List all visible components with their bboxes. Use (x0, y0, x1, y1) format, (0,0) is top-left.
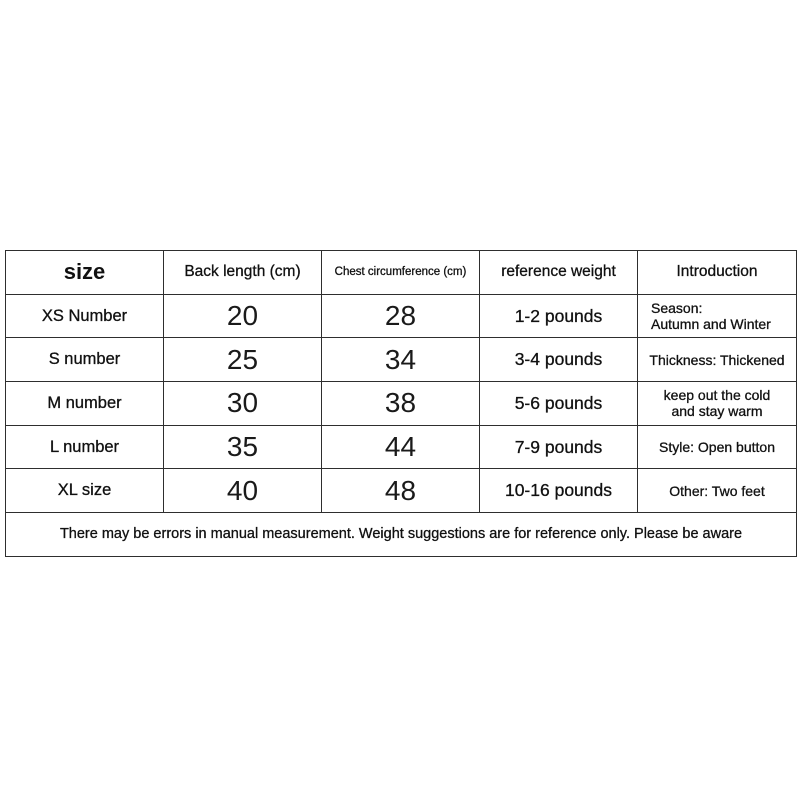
introduction-cell (638, 294, 797, 338)
measurement-disclaimer: There may be errors in manual measurement. Weight suggestions are for reference only. Please be aware (6, 513, 797, 557)
header-reference-weight: reference weight (480, 251, 638, 295)
size-label: L number (6, 425, 164, 469)
introduction-line: and stay warm (671, 403, 763, 420)
introduction-line: Season: (651, 300, 703, 317)
table-row (6, 294, 797, 338)
chest-value: 28 (322, 294, 480, 338)
chest-value: 48 (322, 469, 480, 513)
back-length-value: 20 (164, 294, 322, 338)
chest-value: 38 (322, 382, 480, 426)
weight-value: 3-4 pounds (480, 338, 638, 382)
introduction-line: Other: Two feet (669, 482, 765, 499)
header-introduction: Introduction (638, 251, 797, 295)
size-label: XS Number (6, 294, 164, 338)
size-chart-table (5, 250, 797, 557)
table-row (6, 338, 797, 382)
back-length-value: 25 (164, 338, 322, 382)
size-label: XL size (6, 469, 164, 513)
weight-value: 1-2 pounds (480, 294, 638, 338)
chest-value: 34 (322, 338, 480, 382)
introduction-line: Thickness: Thickened (649, 351, 785, 368)
header-chest-circumference: Chest circumference (cm) (322, 251, 480, 295)
header-size: size (6, 251, 164, 295)
introduction-cell (638, 469, 797, 513)
introduction-line: keep out the cold (663, 387, 771, 404)
weight-value: 10-16 pounds (480, 469, 638, 513)
introduction-line: Style: Open button (659, 439, 775, 456)
footer-row (6, 513, 797, 557)
weight-value: 7-9 pounds (480, 425, 638, 469)
table-row (6, 382, 797, 426)
back-length-value: 40 (164, 469, 322, 513)
header-row (6, 251, 797, 295)
size-label: S number (6, 338, 164, 382)
back-length-value: 30 (164, 382, 322, 426)
introduction-line: Autumn and Winter (651, 316, 771, 333)
chest-value: 44 (322, 425, 480, 469)
header-back-length: Back length (cm) (164, 251, 322, 295)
introduction-cell (638, 338, 797, 382)
introduction-cell (638, 425, 797, 469)
back-length-value: 35 (164, 425, 322, 469)
weight-value: 5-6 pounds (480, 382, 638, 426)
table-row (6, 469, 797, 513)
size-label: M number (6, 382, 164, 426)
table-row (6, 425, 797, 469)
introduction-cell (638, 382, 797, 426)
